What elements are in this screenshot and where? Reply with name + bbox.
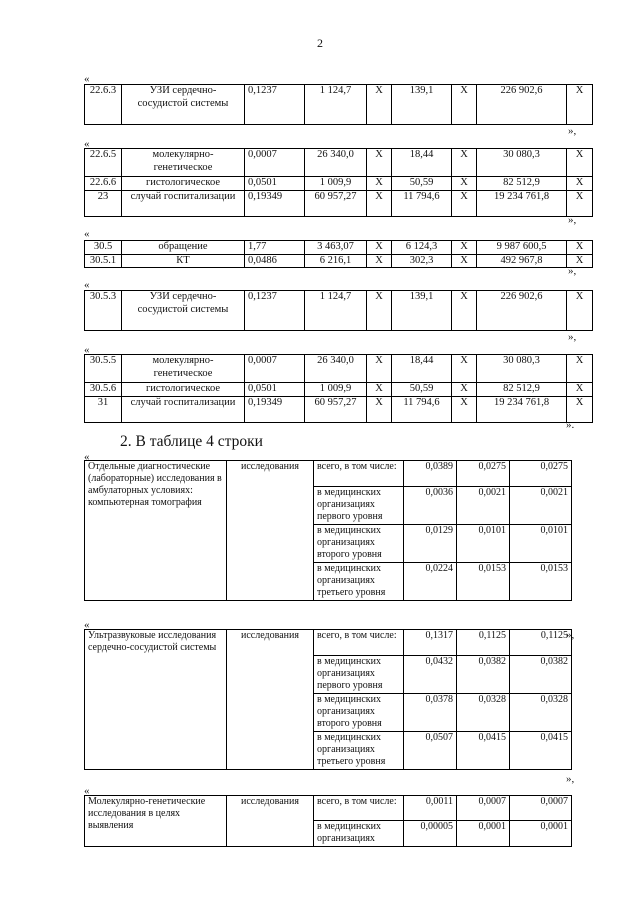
sub-label: всего, в том числе: [314,796,404,821]
cell-value: 0,0501 [245,177,305,191]
table-row [85,149,593,177]
row-label: гистологическое [122,177,245,191]
cell-x: X [452,396,477,422]
row-label: УЗИ сердечно-сосудистой системы [122,291,245,331]
cell-value: 0,0275 [457,461,510,487]
row-code: 31 [85,396,122,422]
row-label: молекулярно-генетическое [122,149,245,177]
cell-value: 0,0378 [404,694,457,732]
cell-value: 0,0001 [510,821,572,847]
cell-value: 226 902,6 [477,291,567,331]
sub-label: в медицинских организациях первого уровня [314,656,404,694]
cell-value: 0,1125 [510,630,572,656]
cell-value: 1 124,7 [305,85,367,125]
cell-value: 0,0382 [457,656,510,694]
cell-x: X [452,190,477,216]
cell-x: X [367,85,392,125]
cell-value: 19 234 761,8 [477,190,567,216]
cell-value: 226 902,6 [477,85,567,125]
open-quote: « [84,344,90,356]
row-label: гистологическое [122,383,245,397]
cell-value: 19 234 761,8 [477,396,567,422]
row-name: Ультразвуковые исследования сердечно-сосудистой системы [85,630,227,770]
table-row [85,355,593,383]
cell-value: 0,0432 [404,656,457,694]
cell-x: X [452,291,477,331]
row-code: 23 [85,190,122,216]
cell-value: 9 987 600,5 [477,241,567,255]
cell-value: 0,0007 [457,796,510,821]
table-row [85,396,593,422]
cell-value: 30 080,3 [477,149,567,177]
cell-value: 302,3 [392,254,452,268]
cell-x: X [567,291,593,331]
table4-row-ct [84,460,572,601]
sub-label: в медицинских организациях второго уровня [314,525,404,563]
cell-value: 0,0001 [457,821,510,847]
cell-value: 0,00005 [404,821,457,847]
cell-value: 26 340,0 [305,355,367,383]
cell-x: X [567,355,593,383]
cell-x: X [367,291,392,331]
row-label: КТ [122,254,245,268]
cell-x: X [567,396,593,422]
cell-value: 139,1 [392,291,452,331]
row-code: 22.6.3 [85,85,122,125]
row-code: 22.6.6 [85,177,122,191]
cell-value: 0,1237 [245,85,305,125]
open-quote: « [84,73,90,85]
cell-value: 0,1125 [457,630,510,656]
cell-x: X [567,241,593,255]
cell-value: 60 957,27 [305,190,367,216]
cell-value: 18,44 [392,355,452,383]
cell-value: 0,0007 [245,355,305,383]
table-block-1 [84,84,593,125]
open-quote: « [84,228,90,240]
row-label: УЗИ сердечно-сосудистой системы [122,85,245,125]
cell-value: 0,0129 [404,525,457,563]
cell-value: 0,19349 [245,190,305,216]
table-row [85,630,572,656]
cell-value: 0,0007 [245,149,305,177]
row-unit: исследования [227,796,314,847]
row-unit: исследования [227,630,314,770]
cell-value: 0,0382 [510,656,572,694]
sub-label: в медицинских организациях третьего уровня [314,563,404,601]
sub-label: всего, в том числе: [314,630,404,656]
cell-value: 0,0153 [457,563,510,601]
cell-x: X [452,177,477,191]
row-name: Отдельные диагностические (лабораторные) исследования в амбулаторных условиях: компьютерная томография [85,461,227,601]
cell-x: X [567,85,593,125]
row-label: случай госпитализации [122,396,245,422]
cell-x: X [367,241,392,255]
cell-value: 0,0415 [510,732,572,770]
cell-x: X [367,149,392,177]
cell-value: 11 794,6 [392,190,452,216]
cell-value: 0,0153 [510,563,572,601]
table-row [85,383,593,397]
cell-value: 0,0036 [404,487,457,525]
row-label: обращение [122,241,245,255]
table-block-5 [84,354,593,423]
cell-value: 60 957,27 [305,396,367,422]
open-quote: « [84,619,90,631]
table-row [85,254,593,268]
row-unit: исследования [227,461,314,601]
table-row [85,177,593,191]
cell-value: 0,0021 [457,487,510,525]
cell-value: 11 794,6 [392,396,452,422]
close-quote: », [566,629,575,641]
cell-value: 0,1237 [245,291,305,331]
row-code: 30.5 [85,241,122,255]
table-row [85,796,572,821]
cell-x: X [567,149,593,177]
cell-x: X [452,383,477,397]
row-code: 30.5.5 [85,355,122,383]
cell-value: 1 009,9 [305,177,367,191]
cell-value: 0,0007 [510,796,572,821]
table-block-4 [84,290,593,331]
cell-value: 139,1 [392,85,452,125]
row-label: случай госпитализации [122,190,245,216]
open-quote: « [84,279,90,291]
cell-value: 0,0415 [457,732,510,770]
cell-value: 26 340,0 [305,149,367,177]
section-heading: 2. В таблице 4 строки [120,433,263,450]
cell-value: 1 009,9 [305,383,367,397]
row-code: 30.5.1 [85,254,122,268]
table-row [85,291,593,331]
cell-value: 30 080,3 [477,355,567,383]
cell-value: 50,59 [392,177,452,191]
table-block-2 [84,148,593,217]
table-row [85,190,593,216]
cell-value: 0,0389 [404,461,457,487]
sub-label: в медицинских организациях второго уровня [314,694,404,732]
cell-value: 3 463,07 [305,241,367,255]
cell-x: X [567,190,593,216]
cell-value: 0,0101 [457,525,510,563]
cell-value: 82 512,9 [477,177,567,191]
cell-x: X [567,177,593,191]
cell-x: X [452,355,477,383]
sub-label: в медицинских организациях третьего уровня [314,732,404,770]
sub-label: в медицинских организациях первого уровня [314,487,404,525]
row-code: 30.5.6 [85,383,122,397]
cell-value: 50,59 [392,383,452,397]
sub-label: в медицинских организациях [314,821,404,847]
cell-x: X [452,85,477,125]
cell-value: 1,77 [245,241,305,255]
cell-value: 0,19349 [245,396,305,422]
close-quote: », [568,265,577,277]
cell-x: X [367,383,392,397]
cell-value: 0,0507 [404,732,457,770]
cell-value: 18,44 [392,149,452,177]
table4-row-echo [84,629,575,770]
row-label: молекулярно-генетическое [122,355,245,383]
cell-x: X [567,383,593,397]
cell-x: X [367,355,392,383]
open-quote: « [84,451,90,463]
cell-value: 0,0101 [510,525,572,563]
cell-value: 0,0011 [404,796,457,821]
close-quote: ». [566,419,575,431]
cell-value: 0,0328 [510,694,572,732]
table-row [85,85,593,125]
cell-value: 492 967,8 [477,254,567,268]
cell-value: 0,0486 [245,254,305,268]
close-quote: », [566,773,575,785]
page-number: 2 [317,36,323,50]
sub-label: всего, в том числе: [314,461,404,487]
close-quote: », [568,125,577,137]
cell-x: X [367,254,392,268]
table4-row-molecular [84,795,572,847]
cell-value: 0,0021 [510,487,572,525]
cell-value: 0,0501 [245,383,305,397]
open-quote: « [84,785,90,797]
row-code: 30.5.3 [85,291,122,331]
table-row [85,241,593,255]
cell-value: 0,0224 [404,563,457,601]
row-code: 22.6.5 [85,149,122,177]
cell-x: X [452,241,477,255]
row-name: Молекулярно-генетические исследования в целях выявления [85,796,227,847]
cell-value: 0,0328 [457,694,510,732]
cell-value: 1 124,7 [305,291,367,331]
table-row [85,461,572,487]
cell-value: 0,0275 [510,461,572,487]
open-quote: « [84,138,90,150]
close-quote: », [568,331,577,343]
cell-x: X [367,190,392,216]
close-quote: », [568,214,577,226]
cell-value: 82 512,9 [477,383,567,397]
cell-value: 0,1317 [404,630,457,656]
cell-x: X [452,254,477,268]
cell-value: 6 216,1 [305,254,367,268]
table-block-3 [84,240,593,268]
cell-x: X [567,254,593,268]
cell-x: X [367,177,392,191]
cell-x: X [367,396,392,422]
cell-value: 6 124,3 [392,241,452,255]
cell-x: X [452,149,477,177]
